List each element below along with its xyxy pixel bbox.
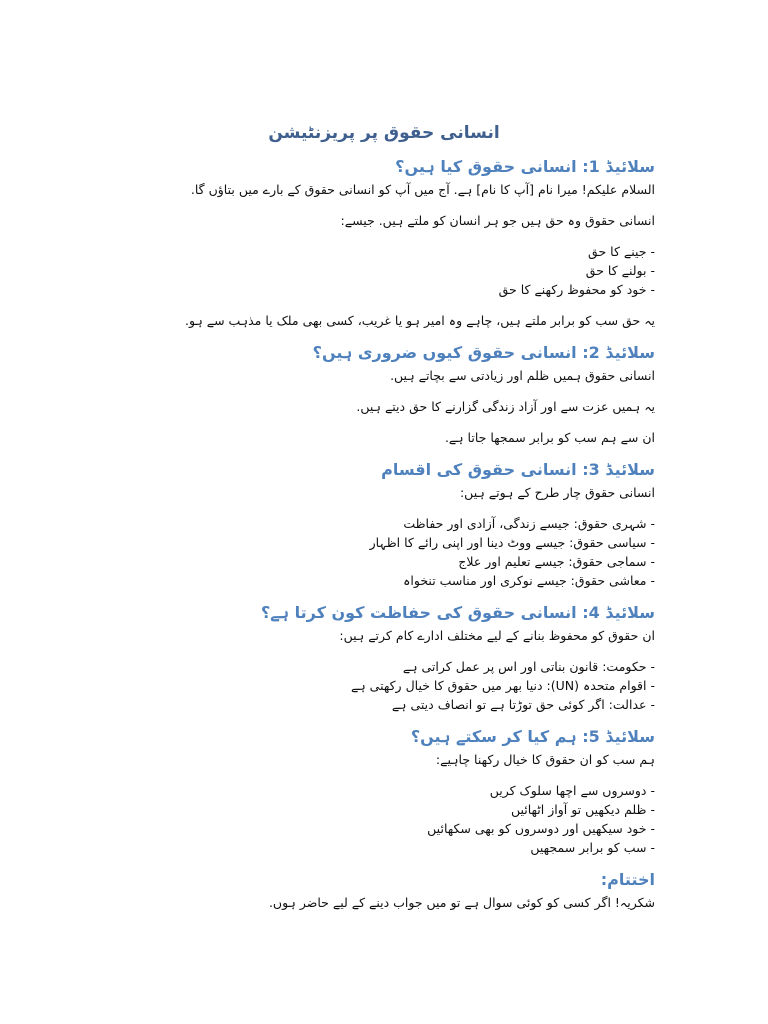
section-3-list	[113, 514, 655, 590]
list-item: -حکومت: قانون بناتی اور اس پر عمل کراتی ہے	[402, 659, 655, 674]
section-1-closing: یہ حق سب کو برابر ملتے ہیں، چاہے وہ امیر ہو یا غریب، کسی بھی ملک یا مذہب سے ہو.	[185, 313, 655, 328]
list-item: -عدالت: اگر کوئی حق توڑتا ہے تو انصاف دیتی ہے	[391, 697, 655, 712]
section-1-paragraph-1: السلام علیکم! میرا نام [آپ کا نام] ہے. آج میں آپ کو انسانی حقوق کے بارے میں بتاؤں گا.	[190, 182, 655, 197]
section-4-heading: سلائیڈ 4: انسانی حقوق کی حفاظت کون کرتا ہے؟	[261, 603, 655, 622]
section-2-paragraph-2: یہ ہمیں عزت سے اور آزاد زندگی گزارنے کا حق دیتے ہیں.	[356, 399, 655, 414]
section-5-heading: سلائیڈ 5: ہم کیا کر سکتے ہیں؟	[410, 727, 655, 746]
section-4-paragraph-1: ان حقوق کو محفوظ بنانے کے لیے مختلف ادارے کام کرتے ہیں:	[339, 628, 655, 643]
section-1-heading: سلائیڈ 1: انسانی حقوق کیا ہیں؟	[395, 157, 655, 176]
list-item: -جینے کا حق	[588, 244, 655, 259]
section-5-paragraph-1: ہم سب کو ان حقوق کا خیال رکھنا چاہیے:	[435, 752, 655, 767]
list-item: -سب کو برابر سمجھیں	[530, 840, 655, 855]
list-item: -خود سیکھیں اور دوسروں کو بھی سکھائیں	[427, 821, 655, 836]
conclusion-paragraph: شکریہ! اگر کسی کو کوئی سوال ہے تو میں جواب دینے کے لیے حاضر ہوں.	[268, 895, 655, 910]
list-item: -شہری حقوق: جیسے زندگی، آزادی اور حفاظت	[403, 516, 655, 531]
list-item: -سماجی حقوق: جیسے تعلیم اور علاج	[458, 554, 655, 569]
list-item: -دوسروں سے اچھا سلوک کریں	[489, 783, 655, 798]
list-item: -سیاسی حقوق: جیسے ووٹ دینا اور اپنی رائے کا اظہار	[369, 535, 655, 550]
list-item: -معاشی حقوق: جیسے نوکری اور مناسب تنخواہ	[403, 573, 655, 588]
section-2-paragraph-1: انسانی حقوق ہمیں ظلم اور زیادتی سے بچاتے ہیں.	[390, 368, 655, 383]
section-1-list	[113, 242, 655, 299]
section-2-heading: سلائیڈ 2: انسانی حقوق کیوں ضروری ہیں؟	[312, 343, 655, 362]
list-item: -خود کو محفوظ رکھنے کا حق	[498, 282, 655, 297]
section-5-list	[113, 781, 655, 857]
conclusion-heading: اختتام:	[600, 870, 655, 889]
section-3-paragraph-1: انسانی حقوق چار طرح کے ہوتے ہیں:	[459, 485, 655, 500]
list-item: -بولنے کا حق	[585, 263, 655, 278]
section-2-paragraph-3: ان سے ہم سب کو برابر سمجھا جاتا ہے.	[444, 430, 655, 445]
list-item: -ظلم دیکھیں تو آواز اٹھائیں	[510, 802, 655, 817]
section-3-heading: سلائیڈ 3: انسانی حقوق کی اقسام	[381, 460, 655, 479]
section-4-list	[113, 657, 655, 714]
section-1-paragraph-2: انسانی حقوق وہ حق ہیں جو ہر انسان کو ملتے ہیں. جیسے:	[340, 213, 655, 228]
list-item: -اقوام متحدہ (UN): دنیا بھر میں حقوق کا خیال رکھتی ہے	[351, 678, 655, 693]
document-title: انسانی حقوق پر پریزنٹیشن	[268, 123, 500, 143]
